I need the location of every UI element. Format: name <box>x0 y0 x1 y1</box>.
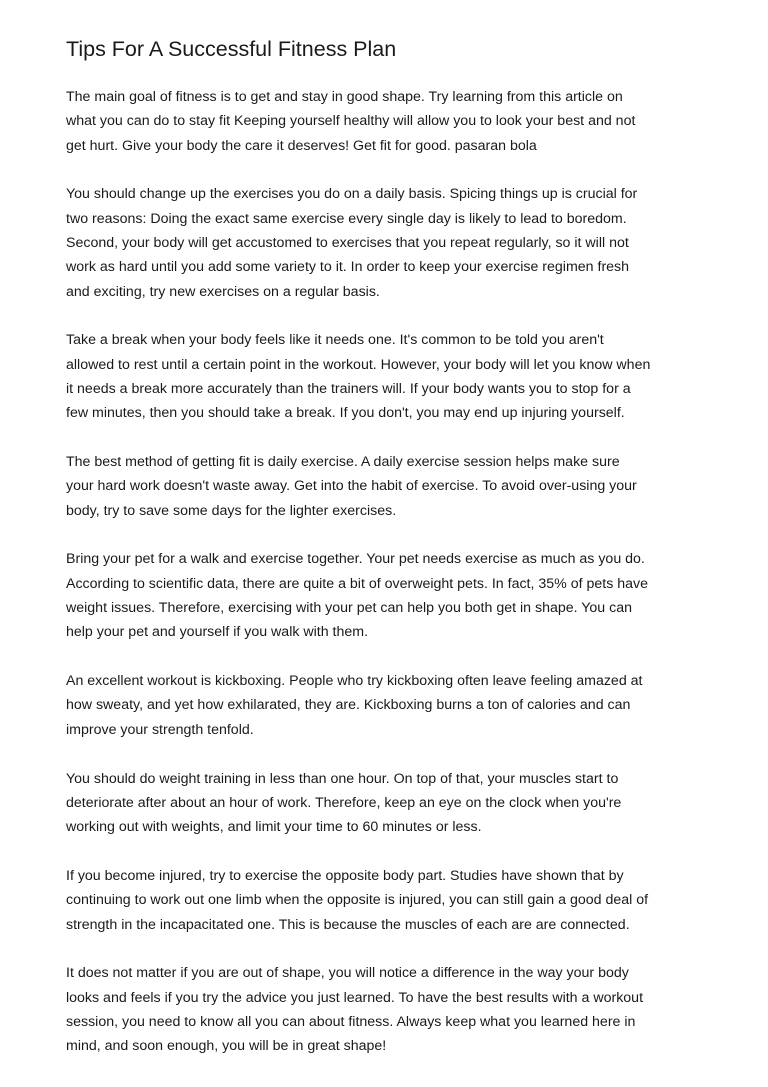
paragraph-kickboxing: An excellent workout is kickboxing. People who try kickboxing often leave feeling amazed at how sweaty, and yet how exhilarated, they are. Kickboxing burns a ton of calories and can improve your strength tenfold. <box>66 673 643 738</box>
paragraph-take-a-break: Take a break when your body feels like it needs one. It's common to be told you aren't allowed to rest until a certain point in the workout. However, your body will let you know when it needs a break more accurately than the trainers will. If your body wants you to stop for a few minutes, then you should take a break. If you don't, you may end up injuring yourself. <box>66 332 651 422</box>
article-body <box>66 85 706 1083</box>
page-title: Tips For A Successful Fitness Plan <box>66 37 397 61</box>
paragraph-vary-exercises: You should change up the exercises you do on a daily basis. Spicing things up is crucial for two reasons: Doing the exact same exercise every single day is likely to lead to boredom. Second, your body will get accustomed to exercises that you repeat regularly, so it will not work as hard until you add some variety to it. In order to keep your exercise regimen fresh and exciting, try new exercises on a regular basis. <box>66 186 638 300</box>
paragraph-intro: The main goal of fitness is to get and stay in good shape. Try learning from this article on what you can do to stay fit Keeping yourself healthy will allow you to look your best and not get hurt. Give your body the care it deserves! Get fit for good. pasaran bola <box>66 89 636 154</box>
paragraph-daily-exercise: The best method of getting fit is daily exercise. A daily exercise session helps make sure your hard work doesn't waste away. Get into the habit of exercise. To avoid over-using your body, try to save some days for the lighter exercises. <box>66 454 637 519</box>
paragraph-conclusion: It does not matter if you are out of shape, you will notice a difference in the way your body looks and feels if you try the advice you just learned. To have the best results with a workout session, you need to know all you can about fitness. Always keep what you learned here in mind, and soon enough, you will be in great shape! <box>66 965 644 1055</box>
paragraph-injury: If you become injured, try to exercise the opposite body part. Studies have shown that by continuing to work out one limb when the opposite is injured, you can still gain a good deal of strength in the incapacitated one. This is because the muscles of each are are connected. <box>66 867 649 933</box>
paragraph-pet-walk: Bring your pet for a walk and exercise together. Your pet needs exercise as much as you do. According to scientific data, there are quite a bit of overweight pets. In fact, 35% of pets have weight issues. Therefore, exercising with your pet can help you both get in shape. You can help your pet and yourself if you walk with them. <box>66 551 649 641</box>
paragraph-weight-training: You should do weight training in less than one hour. On top of that, your muscles start to deteriorate after about an hour of work. Therefore, keep an eye on the clock when you're working out with weights, and limit your time to 60 minutes or less. <box>66 770 622 836</box>
